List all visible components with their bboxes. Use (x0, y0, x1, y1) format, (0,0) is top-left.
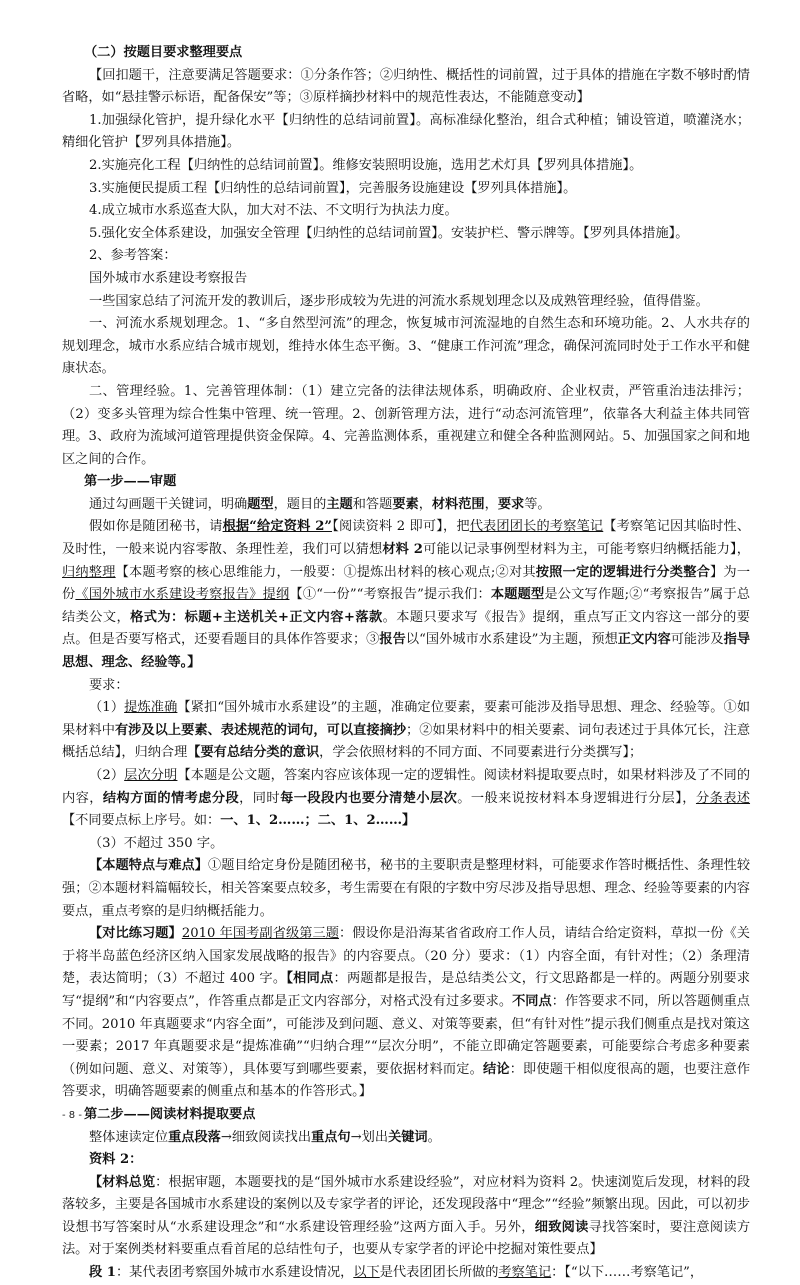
step2-intro: 整体速读定位重点段落→细致阅读找出重点句→划出关键词。 (89, 1129, 441, 1145)
answer-item: 3.实施便民提质工程【归纳性的总结词前置】，完善服务设施建设【罗列具体措施】。 (89, 180, 577, 196)
features-and-difficulties: 【本题特点与难点】①题目给定身份是随团秘书，秘书的主要职责是整理材料，可能要求作答时概括性、条理性较强；②本题材料篇幅较长，相关答案要点较多，考生需要在有限的字数中穷尽涉及指导思想、理念、经验等要素的内容要点，重点考察的是归纳概括能力。 (62, 858, 751, 919)
report-title: 国外城市水系建设考察报告 (89, 270, 248, 286)
requirements-label: 要求： (89, 677, 129, 693)
step1-intro: 通过勾画题干关键词，明确题型，题目的主题和答题要素，材料范围，要求等。 (89, 496, 551, 512)
answer-item: 4.成立城市水系巡查大队，加大对不法、不文明行为执法力度。 (89, 203, 458, 219)
answer-items (62, 110, 750, 246)
report-paragraph: 一些国家总结了河流开发的教训后，逐步形成较为先进的河流水系规划理念以及成熟管理经验，值得借鉴。 (89, 293, 709, 309)
report-paragraph: 二、管理经验。1、完善管理体制：（1）建立完备的法律法规体系，明确政府、企业权责，严管重治违法排污；（2）变多头管理为综合性集中管理、统一管理。2、创新管理方法，进行“动态河流管理”，依靠各大利益主体共同管理。3、政府为流域河道管理提供资金保障。4、完善监测体系，重视建立和健全各种监测网站。5、加强国家之间和地区之间的合作。 (62, 383, 750, 467)
step1-title: 第一步——审题 (84, 474, 177, 490)
comparison-exercise: 【对比练习题】2010 年国考副省级第三题：假设你是沿海某省省政府工作人员，请结合给定资料，草拟一份《关于将半岛蓝色经济区纳入国家发展战略的报告》的内容要点。（20 分）要求：（1）内容全面，有针对性；（2）条理清楚，表达简明；（3）不超过 400 字。【相同点：两题都是报告，是总结类公文，行文思路都是一样的。两题分别要求写“提纲”和“内容要点”，作答重点都是正文内容部分，对格式没有过多要求。不同点：作答要求不同，所以答题侧重点不同。2010 年真题要求“内容全面”，可能涉及到问题、意义、对策等要素，但“有针对性”提示我们侧重点是找对策这一要素；2017 年真题要求是“提炼准确”“归纳合理”“层次分明”，不能立即确定答题要素，可能要综合考虑多种要素（例如问题、意义、对策等），具体要写到哪些要素，要依据材料而定。结论：即使题干相似度很高的题，也要注意作答要求，明确答题要素的侧重点和基本的作答形式。】 (62, 926, 751, 1100)
step2-title: 第二步——阅读材料提取要点 (84, 1106, 256, 1122)
requirement-1: （1）提炼准确【紧扣“国外城市水系建设”的主题，准确定位要素，要素可能涉及指导思想、理念、经验等。①如果材料中有涉及以上要素、表述规范的词句，可以直接摘抄；②如果材料中的相关要素、词句表述过于具体冗长，注意概括总结】，归纳合理【要有总结分类的意识，学会依照材料的不同方面、不同要素进行分类撰写】； (62, 700, 751, 761)
requirement-3: （3）不超过 350 字。 (89, 835, 224, 851)
material-overview: 【材料总览：根据审题，本题要找的是“国外城市水系建设经验”，对应材料为资料 2。快速浏览后发现，材料的段落较多，主要是各国城市水系建设的案例以及专家学者的评论，还发现段落中“理念”“经验”频繁出现。因此，可以初步设想书写答案时从“水系建设理念”和“水系建设管理经验”这两方面入手。另外，细致阅读寻找答案时，要注意阅读方法。对于案例类材料要重点看首尾的总结性句子，也要从专家学者的评论中挖掘对策性要点】 (62, 1174, 751, 1258)
page-number: - 8 - (62, 1110, 82, 1121)
document-page (62, 42, 750, 1285)
report-paragraph: 一、河流水系规划理念。1、“多自然型河流”的理念，恢复城市河流湿地的自然生态和环境功能。2、人水共存的规划理念，城市水系应结合城市规划，维持水体生态平衡。3、“健康工作河流”理念，确保河流同时处于工作水平和健康状态。 (62, 316, 750, 377)
material-label: 资料 2： (89, 1152, 143, 1168)
reference-answer-heading: 2、参考答案： (89, 248, 177, 264)
answer-item: 5.强化安全体系建设，加强安全管理【归纳性的总结词前置】。安装护栏、警示牌等。【罗列具体措施】。 (89, 225, 689, 241)
answer-item: 1.加强绿化管护，提升绿化水平【归纳性的总结词前置】。高标准绿化整治，组合式种植；铺设管道，喷灌浇水；精细化管护【罗列具体措施】。 (62, 112, 751, 151)
section-title: （二）按题目要求整理要点 (84, 45, 243, 60)
answer-requirement-note: 【回扣题干，注意要满足答题要求：①分条作答；②归纳性、概括性的词前置，过于具体的措施在字数不够时酌情省略，如“悬挂警示标语，配备保安”等；③原样摘抄材料中的规范性表达，不能随意变动】 (62, 67, 750, 106)
question-analysis: 假如你是随团秘书，请根据“给定资料 2”【阅读资料 2 即可】，把代表团团长的考察笔记【考察笔记因其临时性、及时性，一般来说内容零散、条理性差，我们可以猜想材料 2可能以记录事例型材料为主，可能考察归纳概括能力】，归纳整理【本题考察的核心思维能力，一般要：①提炼出材料的核心观点;②对其按照一定的逻辑进行分类整合】为一份《国外城市水系建设考察报告》提纲【①“一份”“考察报告”提示我们：本题题型是公文写作题;②“考察报告”属于总结类公文，格式为：标题+主送机关+正文内容+落款。本题只要求写《报告》提纲，重点写正文内容这一部分的要点。但是否要写格式，还要看题目的具体作答要求；③报告以“国外城市水系建设”为主题，预想正文内容可能涉及指导思想、理念、经验等。】 (62, 519, 751, 671)
answer-item: 2.实施亮化工程【归纳性的总结词前置】。维修安装照明设施，选用艺术灯具【罗列具体措施】。 (89, 157, 643, 173)
material-paragraph-1: 段 1：某代表团考察国外城市水系建设情况，以下是代表团团长所做的考察笔记：【“以下……考察笔记”， (89, 1265, 704, 1281)
requirement-2: （2）层次分明【本题是公文题，答案内容应该体现一定的逻辑性。阅读材料提取要点时，如果材料涉及了不同的内容，结构方面的情考虑分段，同时每一段段内也要分清楚小层次。一般来说按材料本身逻辑进行分层】，分条表述【不同要点标上序号。如：一、1、2……；二、1、2……】 (62, 768, 751, 829)
